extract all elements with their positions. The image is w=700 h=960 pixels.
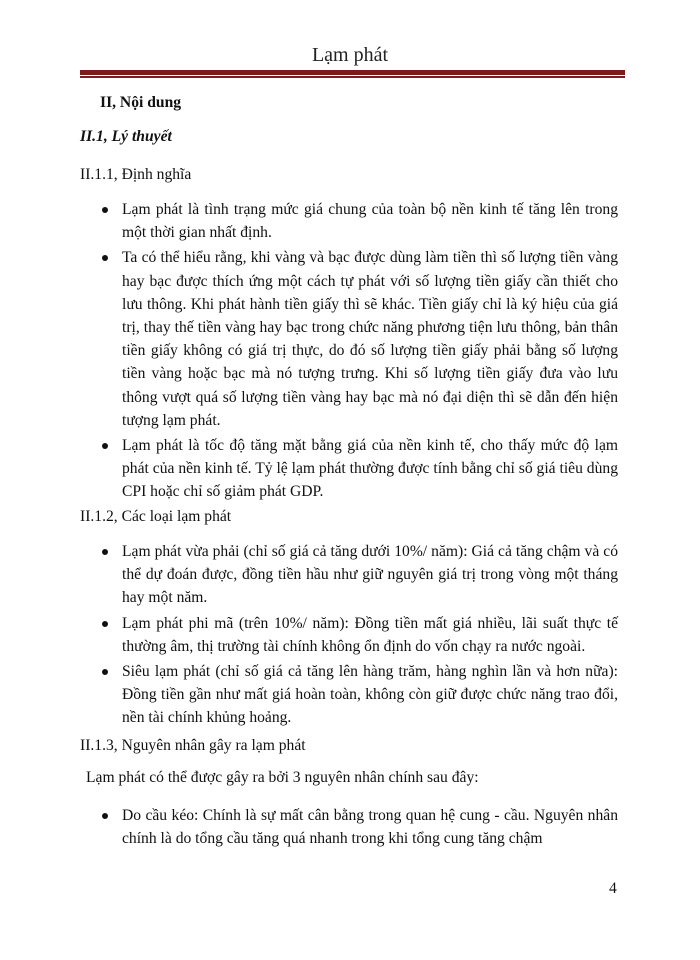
page-number: 4	[609, 880, 617, 897]
types-list	[100, 540, 618, 732]
header-divider	[80, 70, 625, 75]
bullet-icon	[102, 207, 108, 213]
causes-heading: II.1.3, Nguyên nhân gây ra lạm phát	[80, 737, 306, 754]
list-item: Siêu lạm phát (chỉ số giá cả tăng lên hàng trăm, hàng nghìn lần và hơn nữa): Đồng tiền gần như mất giá hoàn toàn, không còn giữ được chức năng trao đổi, nền tài chính khủng hoảng.	[100, 660, 618, 730]
section-heading: II, Nội dung	[100, 94, 182, 111]
causes-list	[100, 804, 618, 852]
list-item: Lạm phát là tình trạng mức giá chung của toàn bộ nền kinh tế tăng lên trong một thời gian nhất định.	[100, 198, 618, 244]
list-item: Do cầu kéo: Chính là sự mất cân bằng trong quan hệ cung - cầu. Nguyên nhân chính là do tổng cầu tăng quá nhanh trong khi tổng cung tăng chậm	[100, 804, 618, 850]
bullet-icon	[102, 255, 108, 261]
list-item: Lạm phát vừa phải (chỉ số giá cả tăng dưới 10%/ năm): Giá cả tăng chậm và có thể dự đoán được, đồng tiền hầu như giữ nguyên giá trị trong vòng một tháng hay một năm.	[100, 540, 618, 610]
list-item: Lạm phát là tốc độ tăng mặt bằng giá của nền kinh tế, cho thấy mức độ lạm phát của nền kinh tế. Tỷ lệ lạm phát thường được tính bằng chỉ số giá tiêu dùng CPI hoặc chỉ số giảm phát GDP.	[100, 434, 618, 504]
bullet-icon	[102, 443, 108, 449]
bullet-icon	[102, 549, 108, 555]
page-header-title: Lạm phát	[311, 44, 389, 66]
types-heading: II.1.2, Các loại lạm phát	[80, 508, 232, 525]
bullet-icon	[102, 669, 108, 675]
causes-intro: Lạm phát có thể được gây ra bởi 3 nguyên nhân chính sau đây:	[86, 769, 479, 786]
list-item: Ta có thể hiểu rằng, khi vàng và bạc được dùng làm tiền thì số lượng tiền vàng hay bạc được thích ứng một cách tự phát với số lượng tiền giấy cần thiết cho lưu thông. Khi phát hành tiền giấy thì sẽ khác. Tiền giấy chỉ là ký hiệu của giá trị, thay thế tiền vàng hay bạc trong chức năng phương tiện lưu thông, bản thân tiền giấy không có giá trị thực, do đó số lượng tiền giấy phải bằng số lượng tiền vàng hoặc bạc mà nó tượng trưng. Khi số lượng tiền giấy đưa vào lưu thông vượt quá số lượng tiền vàng hay bạc mà nó đại diện thì sẽ dẫn đến hiện tượng lạm phát.	[100, 246, 618, 432]
definition-list	[100, 198, 618, 506]
definition-heading: II.1.1, Định nghĩa	[80, 166, 192, 183]
list-item: Lạm phát phi mã (trên 10%/ năm): Đồng tiền mất giá nhiều, lãi suất thực tế thường âm, thị trường tài chính không ổn định do vốn chạy ra nước ngoài.	[100, 612, 618, 658]
bullet-icon	[102, 813, 108, 819]
subsection-heading: II.1, Lý thuyết	[80, 128, 172, 145]
bullet-icon	[102, 621, 108, 627]
